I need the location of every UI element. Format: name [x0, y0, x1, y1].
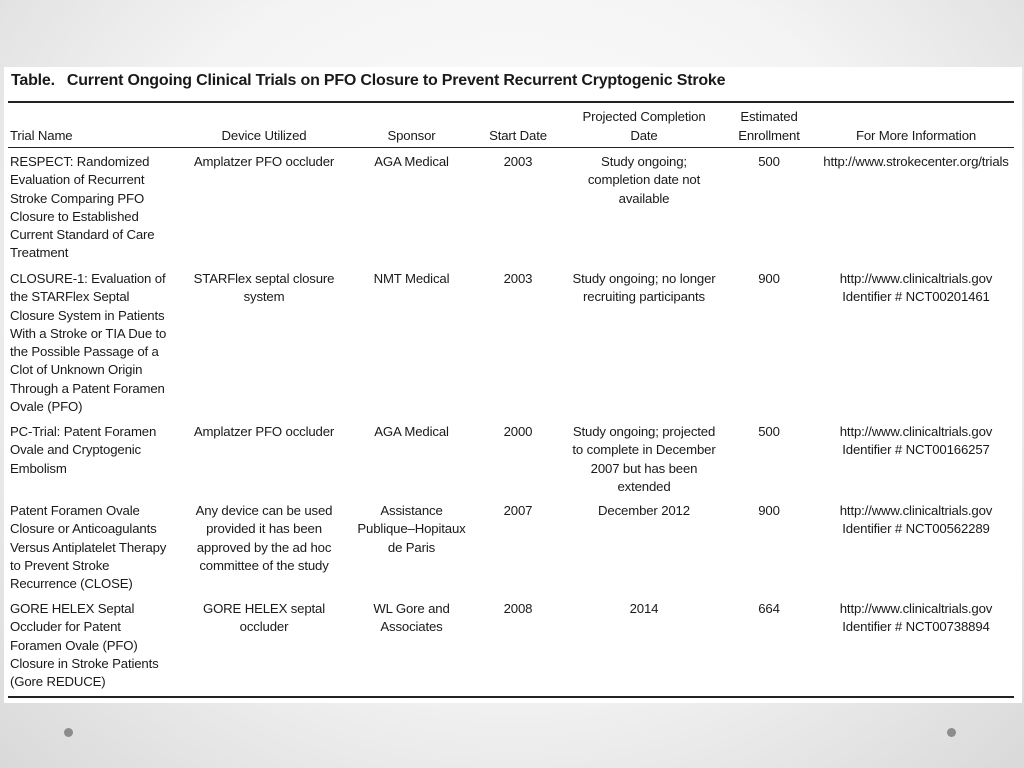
header-trial-name: Trial Name: [10, 127, 73, 143]
table-title-label: Table.: [11, 72, 55, 89]
cell-enrollment: 500: [758, 424, 780, 439]
cell-device: GORE HELEX septal occluder: [202, 601, 326, 635]
cell-completion: Study ongoing; no longer recruiting participants: [572, 271, 716, 305]
cell-more-information: http://www.clinicaltrials.gov Identifier # NCT00166257: [839, 424, 993, 458]
table-bottom-rule: [8, 696, 1014, 698]
cell-trial-name: Patent Foramen Ovale Closure or Anticoagulants Versus Antiplatelet Therapy to Prevent Stroke Recurrence (CLOSE): [10, 503, 167, 592]
header-projected-completion: Projected Completion Date: [582, 109, 706, 143]
header-device-utilized: Device Utilized: [221, 127, 307, 143]
table-title: [11, 72, 725, 90]
cell-device: STARFlex septal closure system: [193, 271, 335, 305]
cell-enrollment: 500: [758, 154, 780, 169]
cell-device: Amplatzer PFO occluder: [193, 154, 335, 169]
header-more-information: For More Information: [855, 127, 977, 143]
slide-bullet-dot-right: [947, 728, 956, 737]
table-sheet: [4, 67, 1022, 703]
cell-completion: December 2012: [598, 503, 690, 518]
cell-sponsor: WL Gore and Associates: [373, 601, 450, 635]
cell-start-date: 2003: [503, 271, 533, 286]
cell-more-information: http://www.strokecenter.org/trials: [823, 154, 1009, 169]
cell-more-information: http://www.clinicaltrials.gov Identifier # NCT00562289: [839, 503, 993, 537]
cell-enrollment: 900: [758, 271, 780, 286]
cell-completion: Study ongoing; projected to complete in December 2007 but has been extended: [572, 424, 716, 494]
cell-device: Any device can be used provided it has been approved by the ad hoc committee of the study: [195, 503, 333, 573]
cell-enrollment: 664: [758, 601, 780, 616]
cell-sponsor: AGA Medical: [374, 424, 449, 439]
header-estimated-enrollment: Estimated Enrollment: [738, 109, 800, 143]
cell-trial-name: CLOSURE-1: Evaluation of the STARFlex Septal Closure System in Patients With a Stroke or TIA Due to the Possible Passage of a Clot of Unknown Origin Through a Patent Foramen Ovale (PFO): [10, 271, 167, 415]
cell-enrollment: 900: [758, 503, 780, 518]
header-sponsor: Sponsor: [387, 127, 436, 143]
cell-trial-name: PC-Trial: Patent Foramen Ovale and Cryptogenic Embolism: [10, 424, 157, 476]
header-start-date: Start Date: [489, 127, 547, 143]
cell-more-information: http://www.clinicaltrials.gov Identifier # NCT00201461: [839, 271, 993, 305]
cell-completion: Study ongoing; completion date not available: [587, 154, 701, 206]
slide-bullet-dot-left: [64, 728, 73, 737]
cell-trial-name: RESPECT: Randomized Evaluation of Recurrent Stroke Comparing PFO Closure to Established Current Standard of Care Treatment: [10, 154, 155, 261]
cell-sponsor: NMT Medical: [373, 271, 450, 286]
cell-start-date: 2003: [503, 154, 533, 169]
cell-start-date: 2007: [503, 503, 533, 518]
cell-sponsor: AGA Medical: [374, 154, 449, 169]
table-header-rule: [8, 147, 1014, 148]
cell-more-information: http://www.clinicaltrials.gov Identifier # NCT00738894: [839, 601, 993, 635]
cell-completion: 2014: [629, 601, 659, 616]
cell-trial-name: GORE HELEX Septal Occluder for Patent Foramen Ovale (PFO) Closure in Stroke Patients (Gore REDUCE): [10, 601, 159, 690]
cell-device: Amplatzer PFO occluder: [193, 424, 335, 439]
cell-start-date: 2000: [503, 424, 533, 439]
cell-sponsor: Assistance Publique–Hopitaux de Paris: [357, 503, 466, 555]
table-title-text: Current Ongoing Clinical Trials on PFO Closure to Prevent Recurrent Cryptogenic Stroke: [66, 72, 726, 89]
table-top-rule: [8, 101, 1014, 103]
cell-start-date: 2008: [503, 601, 533, 616]
